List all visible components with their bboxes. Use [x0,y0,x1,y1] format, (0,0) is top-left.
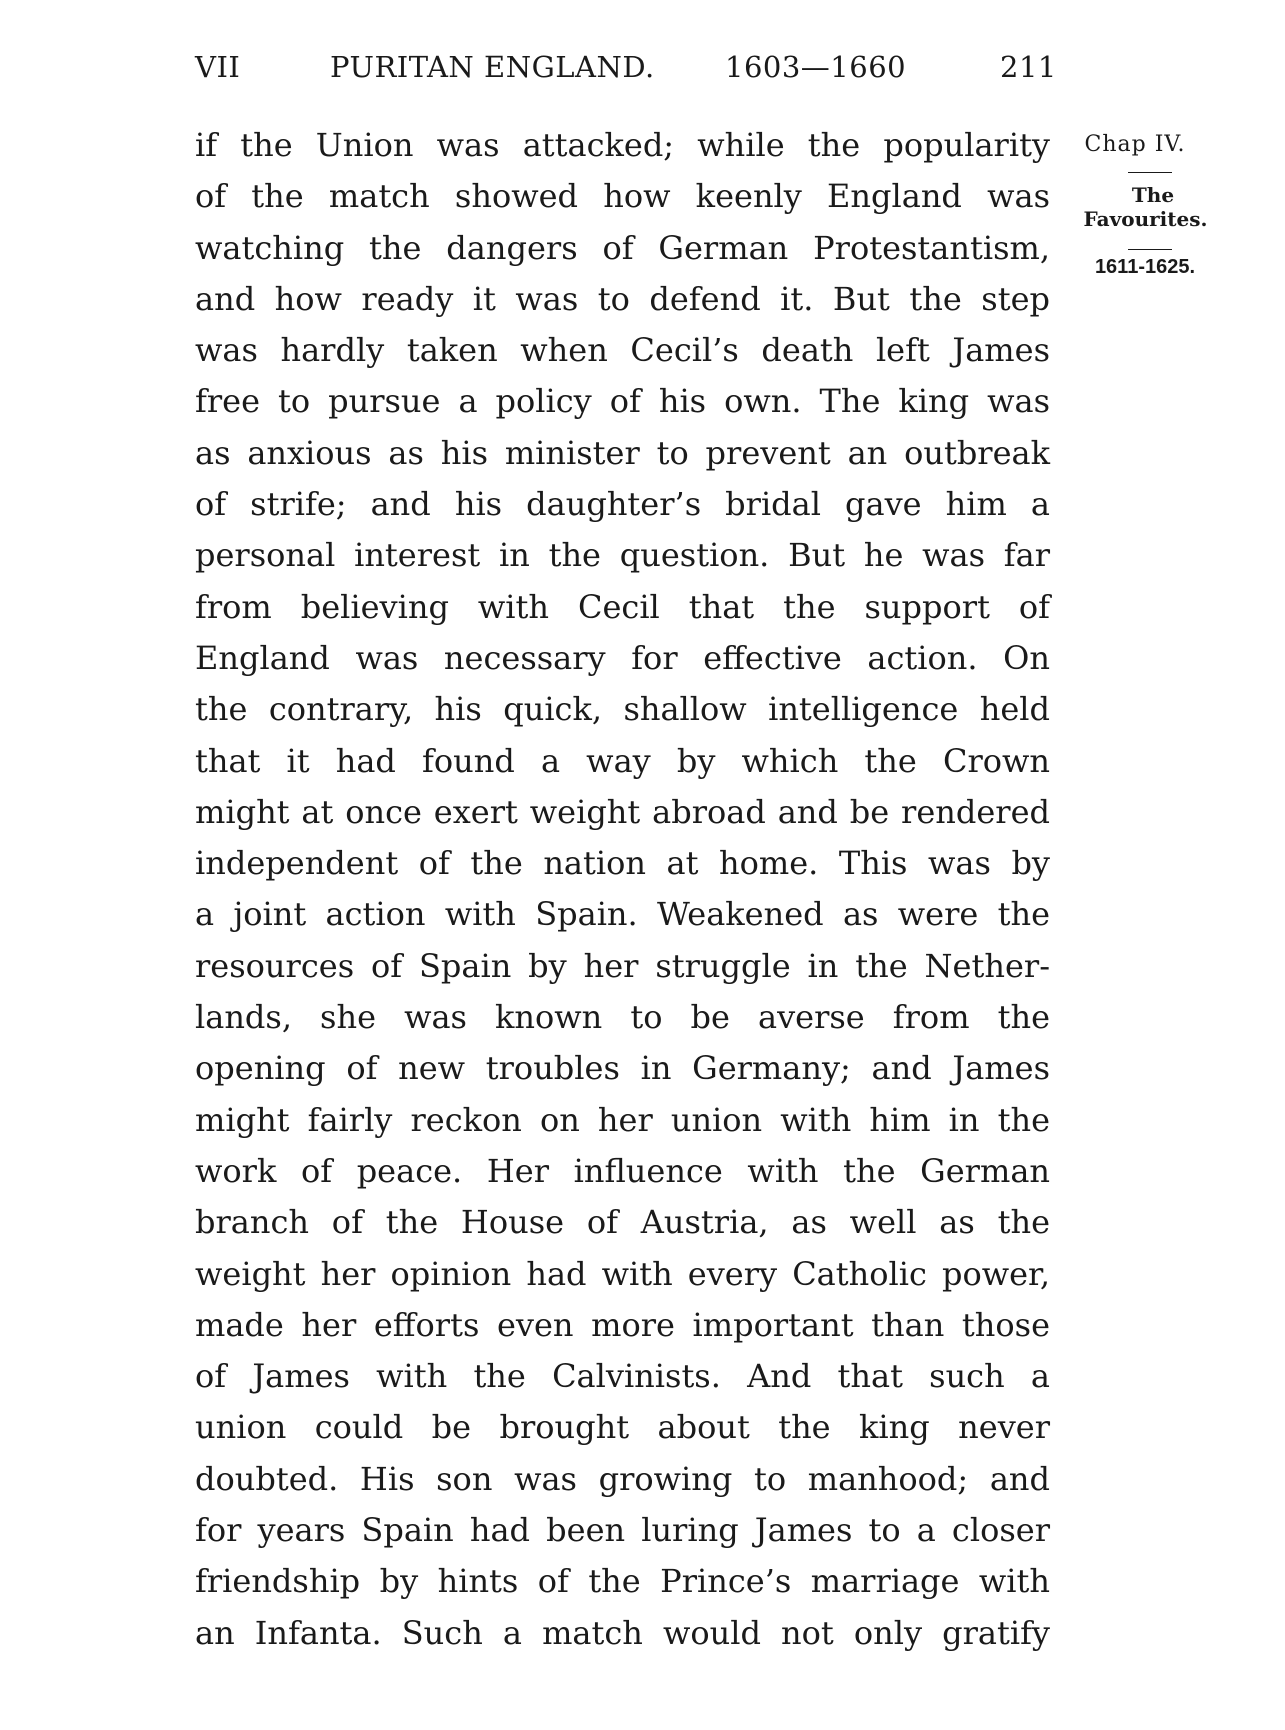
text-line: was hardly taken when Cecil’s death left James [195,331,1050,370]
text-line: for years Spain had been luring James to a closer [195,1511,1050,1550]
text-line: from believing with Cecil that the support of [195,587,1050,626]
text-line: resources of Spain by her struggle in the Nether- [195,946,1050,985]
running-head-title: PURITAN ENGLAND. [330,50,655,84]
text-line: free to pursue a policy of his own. The king was [195,382,1050,421]
text-line: England was necessary for effective action. On [195,638,1050,677]
body-text [195,120,1050,1659]
text-line: watching the dangers of German Protestantism, [195,228,1050,267]
text-line: union could be brought about the king never [195,1408,1050,1447]
text-line: lands, she was known to be averse from the [195,998,1050,1037]
text-line: of strife; and his daughter’s bridal gave him a [195,485,1050,524]
running-head [195,50,1057,94]
text-line: the contrary, his quick, shallow intelligence held [195,690,1050,729]
text-line: a joint action with Spain. Weakened as were the [195,895,1050,934]
page-number: 211 [1000,50,1057,84]
running-head-chapter: VII [195,50,241,84]
margin-note-years: 1611-1625. [1094,256,1196,278]
text-line: doubted. His son was growing to manhood; and [195,1459,1050,1498]
text-line: opening of new troubles in Germany; and James [195,1049,1050,1088]
text-line: an Infanta. Such a match would not only gratify [195,1613,1050,1652]
text-line: might at once exert weight abroad and be rendered [195,792,1050,831]
margin-note-topic: The [1131,183,1175,207]
text-line: that it had found a way by which the Crown [195,741,1050,780]
text-line: might fairly reckon on her union with him in the [195,1100,1050,1139]
text-line: weight her opinion had with every Catholic power, [195,1254,1050,1293]
text-line: work of peace. Her influence with the German [195,1151,1050,1190]
margin-note-divider [1128,172,1172,173]
text-line: branch of the House of Austria, as well as the [195,1203,1050,1242]
text-line: if the Union was attacked; while the popularity [195,126,1050,164]
text-line: personal interest in the question. But he was far [195,536,1050,575]
text-line: made her efforts even more important than those [195,1305,1050,1344]
text-line: as anxious as his minister to prevent an outbreak [195,433,1050,472]
text-line: friendship by hints of the Prince’s marriage with [195,1562,1050,1601]
text-line: independent of the nation at home. This was by [195,844,1050,883]
margin-note-topic: Favourites. [1083,207,1208,231]
text-line: and how ready it was to defend it. But the step [195,279,1050,318]
margin-note-divider [1128,249,1172,250]
text-line: of the match showed how keenly England was [195,177,1050,216]
margin-note-chapter: Chap IV. [1084,132,1186,157]
text-line: of James with the Calvinists. And that such a [195,1357,1050,1396]
running-head-dates: 1603—1660 [725,50,907,84]
